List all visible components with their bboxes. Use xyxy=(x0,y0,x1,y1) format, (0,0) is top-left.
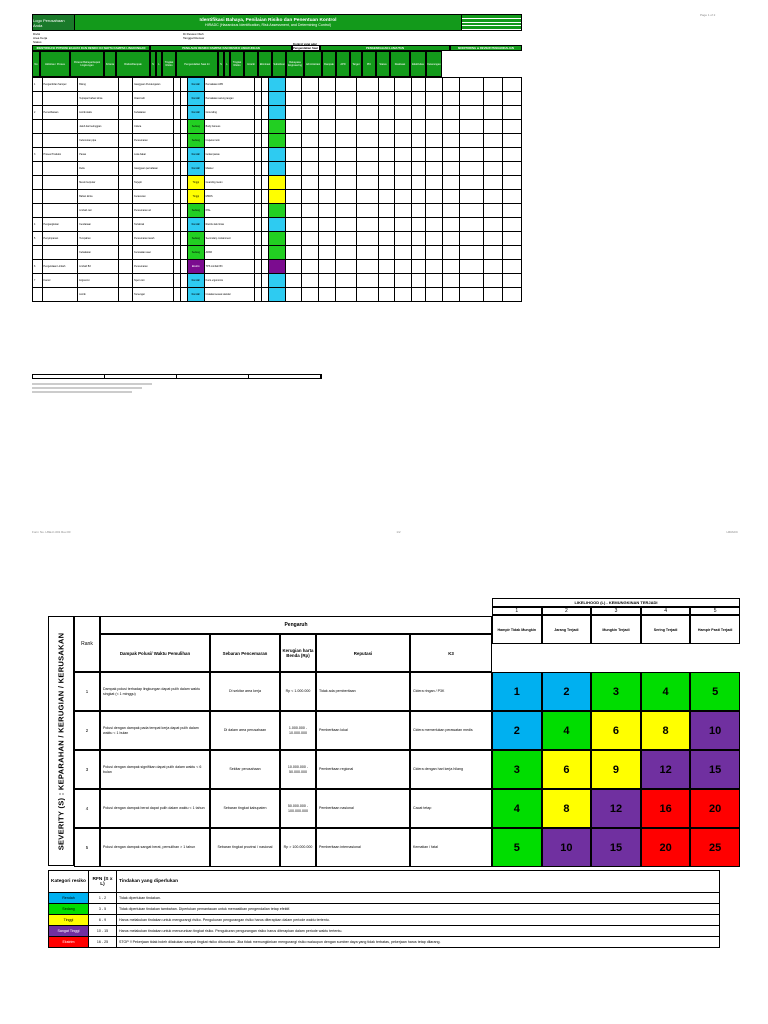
action-row xyxy=(49,937,720,948)
rank-header: Rank xyxy=(74,616,100,672)
action-row xyxy=(49,893,720,904)
hazard-cell-lvl: Sedang xyxy=(187,134,204,148)
header-kategori: Kategori resiko xyxy=(49,871,89,893)
hazard-row xyxy=(33,288,522,302)
risk-score-cell xyxy=(641,828,691,867)
action-tindakan: STOP !! Pekerjaan tidak boleh dilakukan sampai tingkat risiko diturunkan. Jika tidak memungkinkan mengurangi risiko walaupun dengan sumber daya yang tidak terbatas, pekerjaan harus tetap dilarang. xyxy=(117,937,720,948)
pengaruh-header: Pengaruh xyxy=(100,616,492,634)
severity-reputasi: Pemberitaan internasional xyxy=(316,828,410,867)
hazard-cell-haz: Bahan kimia xyxy=(78,190,119,204)
risk-score-cell xyxy=(492,750,542,789)
severity-kerugian: 1.000.000 - 10.000.000 xyxy=(280,711,316,750)
subheader-reputasi: Reputasi xyxy=(316,634,410,672)
hazard-cell-risk: Gangguan pernafasan xyxy=(133,162,174,176)
risk-score-value: 4 xyxy=(563,724,570,737)
risk-score-value: 2 xyxy=(563,685,570,698)
hazard-row xyxy=(33,134,522,148)
hazard-cell-lvl: Sedang xyxy=(187,232,204,246)
hazard-cell-n: 4 xyxy=(33,218,43,232)
hazard-cell-risk: Pencemaran xyxy=(133,134,174,148)
meta-left-label: Area Kerja xyxy=(33,36,48,40)
hazard-cell-lvl: Rendah xyxy=(187,148,204,162)
subheader-sebaran: Sebaran Pencemaran xyxy=(210,634,280,672)
column-header: S xyxy=(150,51,156,77)
hazard-cell-haz: Jatuh dari ketinggian xyxy=(78,120,119,134)
hazard-cell-act xyxy=(42,190,78,204)
hazard-cell-haz: Listrik statis xyxy=(78,106,119,120)
risk-score-cell xyxy=(641,789,691,828)
severity-k3: Kematian / fatal xyxy=(410,828,492,867)
risk-score-cell xyxy=(690,711,740,750)
meta-left-label: Divisi xyxy=(33,32,41,36)
hazard-row xyxy=(33,106,522,120)
risk-score-value: 12 xyxy=(659,763,672,776)
hazard-cell-lvl: Rendah xyxy=(187,162,204,176)
likelihood-header xyxy=(492,598,740,644)
risk-score-value: 20 xyxy=(659,841,672,854)
hazard-cell-haz: Kebakaran xyxy=(78,246,119,260)
hazard-row xyxy=(33,246,522,260)
hazard-cell-ctrl: Grounding xyxy=(204,106,254,120)
hazard-row xyxy=(33,148,522,162)
likelihood-description: Mungkin Terjadi xyxy=(591,615,641,644)
hazard-cell-ctrl: Masker xyxy=(204,162,254,176)
hazard-row xyxy=(33,260,522,274)
hazard-cell-lvl: Rendah xyxy=(187,106,204,120)
column-header: Pengendalian Saat Ini xyxy=(176,51,218,77)
risk-score-cell xyxy=(690,750,740,789)
severity-dampak: Polusi dengan dampak berat dapat pulih dalam waktu < 1 tahun xyxy=(100,789,210,828)
risk-score-value: 5 xyxy=(513,841,520,854)
severity-kerugian: Rp > 100.000.000 xyxy=(280,828,316,867)
action-kategori: Sangat Tinggi xyxy=(49,926,89,937)
hazard-cell-risk: Pencemaran air xyxy=(133,204,174,218)
hazard-cell-act: Proses Produksi xyxy=(42,148,78,162)
hazard-cell-risk: Pencemaran xyxy=(133,260,174,274)
risk-score-cell xyxy=(690,789,740,828)
column-header: Hirarki xyxy=(244,51,258,77)
hazard-row xyxy=(33,218,522,232)
hazard-cell-act: Kantor xyxy=(42,274,78,288)
page-footer xyxy=(32,530,738,534)
severity-k3: Cacat tetap xyxy=(410,789,492,828)
risk-score-cell xyxy=(492,789,542,828)
action-row xyxy=(49,926,720,937)
hazard-cell-lvl: Sedang xyxy=(187,246,204,260)
column-header: Efektivitas xyxy=(410,51,426,77)
hazard-cell-n: 6 xyxy=(33,260,43,274)
hiradc-meta xyxy=(32,31,522,45)
hiradc-title: Identifikasi Bahaya, Penilaian Risiko dan Penentuan Kontrol xyxy=(199,18,337,23)
header-rfn: RFN (S x L) xyxy=(89,871,117,893)
hazard-row xyxy=(33,78,522,92)
risk-score-value: 3 xyxy=(612,685,620,698)
action-kategori: Ekstrim xyxy=(49,937,89,948)
likelihood-number: 3 xyxy=(591,607,641,615)
column-header: Aktivitas / Proses xyxy=(40,51,70,77)
severity-rank: 4 xyxy=(74,789,100,828)
hazard-cell-ctrl: Pemakaian sarung tangan xyxy=(204,92,254,106)
hazard-row xyxy=(33,204,522,218)
risk-score-value: 15 xyxy=(709,763,722,776)
hazard-cell-n: 2 xyxy=(33,106,43,120)
risk-score-value: 12 xyxy=(609,802,623,815)
column-header: Administrasi xyxy=(304,51,322,77)
footer-left: Form No. HSE-F-001 Rev.00 xyxy=(32,530,71,534)
hazard-cell-lvl: Rendah xyxy=(187,218,204,232)
hazard-cell-risk: Cidera xyxy=(133,120,174,134)
hazard-cell-ctrl: Inspeksi rutin xyxy=(204,134,254,148)
severity-row xyxy=(74,789,740,828)
group-header-pengendalian: PENGENDALIAN LANJUTAN xyxy=(320,45,450,51)
likelihood-description: Hampir Pasti Terjadi xyxy=(690,615,740,644)
action-kategori: Rendah xyxy=(49,893,89,904)
hazard-row xyxy=(33,232,522,246)
column-header: Target xyxy=(350,51,362,77)
risk-score-value: 16 xyxy=(659,802,672,815)
hiradc-subtitle: HIRADC (Hazardous Identification, Risk Assessment, and Determining Control) xyxy=(204,23,332,27)
hazard-cell-lvl: Sedang xyxy=(187,204,204,218)
hazard-row xyxy=(33,176,522,190)
hazard-cell-lvl: Tinggi xyxy=(187,190,204,204)
likelihood-description: Hampir Tidak Mungkin xyxy=(492,615,542,644)
group-header-kontrol: Kontrol yang ada/ Pengendalian Saat xyxy=(292,45,320,51)
column-header: Dampak xyxy=(322,51,336,77)
hazard-cell-ctrl: Instalasi sesuai standar xyxy=(204,288,254,302)
hazard-cell-lvl: Rendah xyxy=(187,288,204,302)
column-header: Eliminasi xyxy=(258,51,272,77)
risk-score-value: 4 xyxy=(513,802,520,815)
action-tindakan: Tidak diperlukan tindakan. xyxy=(117,893,720,904)
hazard-cell-act: Pengangkutan xyxy=(42,218,78,232)
severity-dampak: Polusi dengan dampak pada tempat kerja dapat pulih dalam waktu < 1 bulan xyxy=(100,711,210,750)
hazard-cell-act: Pemeliharaan xyxy=(42,106,78,120)
risk-score-cell xyxy=(542,711,592,750)
severity-dampak: Polusi dengan dampak signifikan dapat pulih dalam waktu < 6 bulan xyxy=(100,750,210,789)
hazard-row xyxy=(33,162,522,176)
severity-dampak: Dampak polusi terhadap lingkungan dapat pulih dalam waktu singkat (< 1 minggu) xyxy=(100,672,210,711)
action-rfn: 1 - 2 xyxy=(89,893,117,904)
hazard-cell-lvl: Rendah xyxy=(187,78,204,92)
hazard-row xyxy=(33,190,522,204)
risk-score-value: 6 xyxy=(612,724,620,737)
risk-score-value: 9 xyxy=(612,763,620,776)
risk-score-cell xyxy=(690,672,740,711)
risk-score-value: 6 xyxy=(563,763,570,776)
group-header-monitoring: MONITORING & REVIEW PENGENDALIAN xyxy=(450,45,522,51)
action-kategori: Tinggi xyxy=(49,915,89,926)
column-header: Risiko/Dampak xyxy=(116,51,150,77)
likelihood-number: 4 xyxy=(641,607,691,615)
risk-score-cell xyxy=(591,750,641,789)
column-header: Substitusi xyxy=(272,51,286,77)
risk-score-value: 5 xyxy=(712,685,719,698)
risk-matrix xyxy=(48,598,733,868)
action-tindakan: Harus melakukan tindakan untuk menurunkan tingkat risiko. Pengukuran pengurangan risiko harus diterapkan dalam periode waktu tertentu. xyxy=(117,926,720,937)
hazard-cell-act: Penyimpanan xyxy=(42,232,78,246)
hazard-cell-act xyxy=(42,246,78,260)
hazard-cell-n xyxy=(33,92,43,106)
action-row xyxy=(49,915,720,926)
severity-sebaran: Sebaran tingkat provinsi / nasional xyxy=(210,828,280,867)
hazard-cell-n xyxy=(33,162,43,176)
column-header: PIC xyxy=(362,51,376,77)
company-logo: Logo Perusahaan Anda xyxy=(33,15,75,30)
hazard-cell-n xyxy=(33,288,43,302)
hazard-table xyxy=(32,77,522,302)
likelihood-description: Sering Terjadi xyxy=(641,615,691,644)
risk-score-value: 25 xyxy=(709,841,722,854)
hazard-cell-n xyxy=(33,176,43,190)
risk-score-cell xyxy=(542,672,592,711)
likelihood-title: LIKELIHOOD (L) - KEMUNGKINAN TERJADI xyxy=(492,598,740,607)
hazard-row xyxy=(33,92,522,106)
severity-sebaran: Di dalam area perusahaan xyxy=(210,711,280,750)
risk-score-cell xyxy=(591,711,641,750)
action-kategori: Sedang xyxy=(49,904,89,915)
hazard-cell-n xyxy=(33,190,43,204)
risk-score-cell xyxy=(591,672,641,711)
subheader-k3: K3 xyxy=(410,634,492,672)
severity-rank: 3 xyxy=(74,750,100,789)
subheader-dampak: Dampak Polusi/ Waktu Pemulihan xyxy=(100,634,210,672)
severity-sebaran: Di sekitar area kerja xyxy=(210,672,280,711)
hazard-cell-haz: Panas xyxy=(78,148,119,162)
column-header: L xyxy=(224,51,230,77)
hazard-cell-ctrl: Pemakaian APD xyxy=(204,78,254,92)
severity-row xyxy=(74,672,740,711)
hiradc-header xyxy=(32,14,522,31)
hazard-cell-risk: Luka bakar xyxy=(133,148,174,162)
hazard-cell-ctrl: MSDS xyxy=(204,190,254,204)
hazard-cell-n xyxy=(33,246,43,260)
hazard-cell-haz: Ergonomi xyxy=(78,274,119,288)
hazard-cell-act xyxy=(42,288,78,302)
group-header-identifikasi: IDENTIFIKASI POTENSI BAHAYA DAN RESIKO K3 SERTA DAMPAK LINGKUNGAN xyxy=(32,45,150,51)
hazard-cell-haz: Kendaraan xyxy=(78,218,119,232)
severity-reputasi: Pemberitaan nasional xyxy=(316,789,410,828)
hazard-cell-haz: Limbah B3 xyxy=(78,260,119,274)
page-number: Page 1 of 2 xyxy=(700,13,716,17)
hazard-cell-haz: Kebocoran pipa xyxy=(78,134,119,148)
hazard-cell-lvl: Rendah xyxy=(187,92,204,106)
hiradc-title-block xyxy=(75,15,461,30)
hazard-cell-risk: Tersengat xyxy=(133,288,174,302)
hazard-cell-act xyxy=(42,204,78,218)
likelihood-number: 1 xyxy=(492,607,542,615)
column-header: Keterangan xyxy=(426,51,442,77)
risk-score-cell xyxy=(542,789,592,828)
hazard-cell-n: 3 xyxy=(33,148,43,162)
risk-score-cell xyxy=(542,750,592,789)
column-header: Tingkat Risiko xyxy=(230,51,244,77)
subheader-kerugian: Kerugian harta Benda (Rp) xyxy=(280,634,316,672)
hazard-cell-haz: Mesin berputar xyxy=(78,176,119,190)
hazard-cell-risk: Pencemaran tanah xyxy=(133,232,174,246)
hazard-cell-act xyxy=(42,92,78,106)
action-rfn: 3 - 5 xyxy=(89,904,117,915)
hazard-cell-act xyxy=(42,120,78,134)
risk-score-cell xyxy=(492,828,542,867)
severity-row xyxy=(74,750,740,789)
hazard-cell-haz: Terpapar bahan kimia xyxy=(78,92,119,106)
column-header: Kriteria xyxy=(104,51,116,77)
hazard-cell-risk: Keracunan xyxy=(133,190,174,204)
risk-score-cell xyxy=(641,750,691,789)
meta-right-label: Tanggal Review xyxy=(183,36,205,40)
risk-score-value: 10 xyxy=(560,841,573,854)
hazard-cell-risk: Kerusakan aset xyxy=(133,246,174,260)
hazard-cell-ctrl: Kursi ergonomis xyxy=(204,274,254,288)
risk-score-value: 1 xyxy=(513,685,520,698)
hazard-cell-haz: Bising xyxy=(78,78,119,92)
severity-kerugian: 10.000.000 - 50.000.000 xyxy=(280,750,316,789)
risk-score-value: 15 xyxy=(609,841,623,854)
hazard-cell-haz: Debu xyxy=(78,162,119,176)
hazard-row xyxy=(33,274,522,288)
hazard-cell-risk: Iritasi kulit xyxy=(133,92,174,106)
hazard-cell-risk: Gangguan Pendengaran xyxy=(133,78,174,92)
hazard-cell-ctrl: Secondary containment xyxy=(204,232,254,246)
severity-reputasi: Tidak ada pemberitaan xyxy=(316,672,410,711)
severity-k3: Cidera memerlukan perawatan medis xyxy=(410,711,492,750)
risk-score-cell xyxy=(591,789,641,828)
meta-right-label: Di Review Oleh xyxy=(183,32,204,36)
doc-ref-box xyxy=(461,15,521,30)
hazard-cell-act xyxy=(42,176,78,190)
likelihood-number: 5 xyxy=(690,607,740,615)
action-rfn: 16 - 25 xyxy=(89,937,117,948)
meta-left-label: Status xyxy=(33,40,42,44)
hazard-cell-haz: Listrik xyxy=(78,288,119,302)
hazard-cell-n: 5 xyxy=(33,232,43,246)
column-header: No xyxy=(32,51,40,77)
column-header: Rekayasa Engineering xyxy=(286,51,304,77)
severity-rank: 5 xyxy=(74,828,100,867)
risk-score-cell xyxy=(542,828,592,867)
hiradc-sheet xyxy=(32,14,522,396)
severity-sebaran: Sekitar perusahaan xyxy=(210,750,280,789)
hazard-cell-act xyxy=(42,162,78,176)
footer-center: 1/2 xyxy=(396,530,401,534)
hazard-cell-lvl: Tinggi xyxy=(187,176,204,190)
severity-sebaran: Sebaran tingkat kabupaten xyxy=(210,789,280,828)
hazard-cell-haz: Limbah cair xyxy=(78,204,119,218)
hazard-cell-act: Pengelolaan Limbah xyxy=(42,260,78,274)
risk-score-cell xyxy=(641,711,691,750)
column-header: APD xyxy=(336,51,350,77)
hazard-cell-ctrl: TPS Limbah B3 xyxy=(204,260,254,274)
header-tindakan: Tindakan yang diperlukan xyxy=(117,871,720,893)
hazard-cell-n xyxy=(33,120,43,134)
severity-k3: Cidera dengan hari kerja hilang xyxy=(410,750,492,789)
risk-score-cell xyxy=(492,672,542,711)
hazard-cell-risk: Terjepit xyxy=(133,176,174,190)
hazard-cell-lvl: Ekstrim xyxy=(187,260,204,274)
risk-score-value: 8 xyxy=(662,724,669,737)
column-header: Status xyxy=(376,51,390,77)
pengaruh-subheaders xyxy=(100,634,492,672)
severity-rank: 2 xyxy=(74,711,100,750)
risk-score-cell xyxy=(641,672,691,711)
action-rfn: 10 - 15 xyxy=(89,926,117,937)
hazard-cell-n: 1 xyxy=(33,78,43,92)
risk-score-value: 3 xyxy=(513,763,520,776)
risk-score-value: 20 xyxy=(709,802,722,815)
severity-reputasi: Pemberitaan lokal xyxy=(316,711,410,750)
severity-kerugian: 50.000.000 - 100.000.000 xyxy=(280,789,316,828)
likelihood-number: 2 xyxy=(542,607,592,615)
risk-score-cell xyxy=(492,711,542,750)
risk-score-value: 8 xyxy=(563,802,570,815)
severity-k3: Cidera ringan / P3K xyxy=(410,672,492,711)
severity-row xyxy=(74,711,740,750)
risk-score-value: 4 xyxy=(662,685,669,698)
risk-score-cell xyxy=(591,828,641,867)
severity-row xyxy=(74,828,740,867)
hazard-cell-act xyxy=(42,134,78,148)
hazard-cell-ctrl: Guarding mesin xyxy=(204,176,254,190)
hazard-cell-ctrl: Body harness xyxy=(204,120,254,134)
hazard-cell-n xyxy=(33,134,43,148)
action-row xyxy=(49,904,720,915)
hazard-cell-ctrl: Rambu lalu lintas xyxy=(204,218,254,232)
risk-score-cell xyxy=(690,828,740,867)
hazard-cell-risk: Kebakaran xyxy=(133,106,174,120)
column-header-row xyxy=(32,51,522,77)
hazard-cell-ctrl: APAR xyxy=(204,246,254,260)
severity-reputasi: Pemberitaan regional xyxy=(316,750,410,789)
hazard-row xyxy=(33,120,522,134)
hiradc-legend xyxy=(32,374,322,393)
risk-score-value: 2 xyxy=(513,724,520,737)
hazard-cell-lvl: Rendah xyxy=(187,274,204,288)
likelihood-description: Jarang Terjadi xyxy=(542,615,592,644)
severity-dampak: Polusi dengan dampak sangat berat, pemulihan > 1 tahun xyxy=(100,828,210,867)
severity-label: SEVERITY (S) : KEPARAHAN / KERUGIAN / KERUSAKAN xyxy=(48,616,74,866)
column-header: Potensi Bahaya/Aspek Lingkungan xyxy=(70,51,104,77)
severity-rank: 1 xyxy=(74,672,100,711)
action-table xyxy=(48,870,720,948)
column-header: Tingkat Risiko xyxy=(162,51,176,77)
hazard-cell-act: Pengambilan Sampel xyxy=(42,78,78,92)
hazard-cell-haz: Tumpahan xyxy=(78,232,119,246)
footer-right: HIRADC xyxy=(726,530,738,534)
hazard-cell-ctrl: Isolasi panas xyxy=(204,148,254,162)
hazard-cell-n: 7 xyxy=(33,274,43,288)
hazard-cell-risk: Tertabrak xyxy=(133,218,174,232)
severity-kerugian: Rp < 1.000.000 xyxy=(280,672,316,711)
risk-score-value: 10 xyxy=(709,724,722,737)
hazard-cell-lvl: Sedang xyxy=(187,120,204,134)
action-tindakan: Tidak diperlukan tindakan tambahan. Diperlukan pemantauan untuk memastikan pengendalian tetap efektif. xyxy=(117,904,720,915)
hazard-cell-n xyxy=(33,204,43,218)
hazard-cell-ctrl: IPAL xyxy=(204,204,254,218)
hazard-cell-risk: Nyeri otot xyxy=(133,274,174,288)
group-header-penilaian: PENILAIAN RESIKO DAMPAK DAN RESIKO LINGKUNGAN xyxy=(150,45,292,51)
column-header: S xyxy=(218,51,224,77)
action-tindakan: Harus melakukan tindakan untuk mengurangi risiko. Pengukuran pengurangan risiko harus diterapkan dalam periode waktu tertentu. xyxy=(117,915,720,926)
column-header: Realisasi xyxy=(390,51,410,77)
column-header: L xyxy=(156,51,162,77)
action-rfn: 6 - 9 xyxy=(89,915,117,926)
